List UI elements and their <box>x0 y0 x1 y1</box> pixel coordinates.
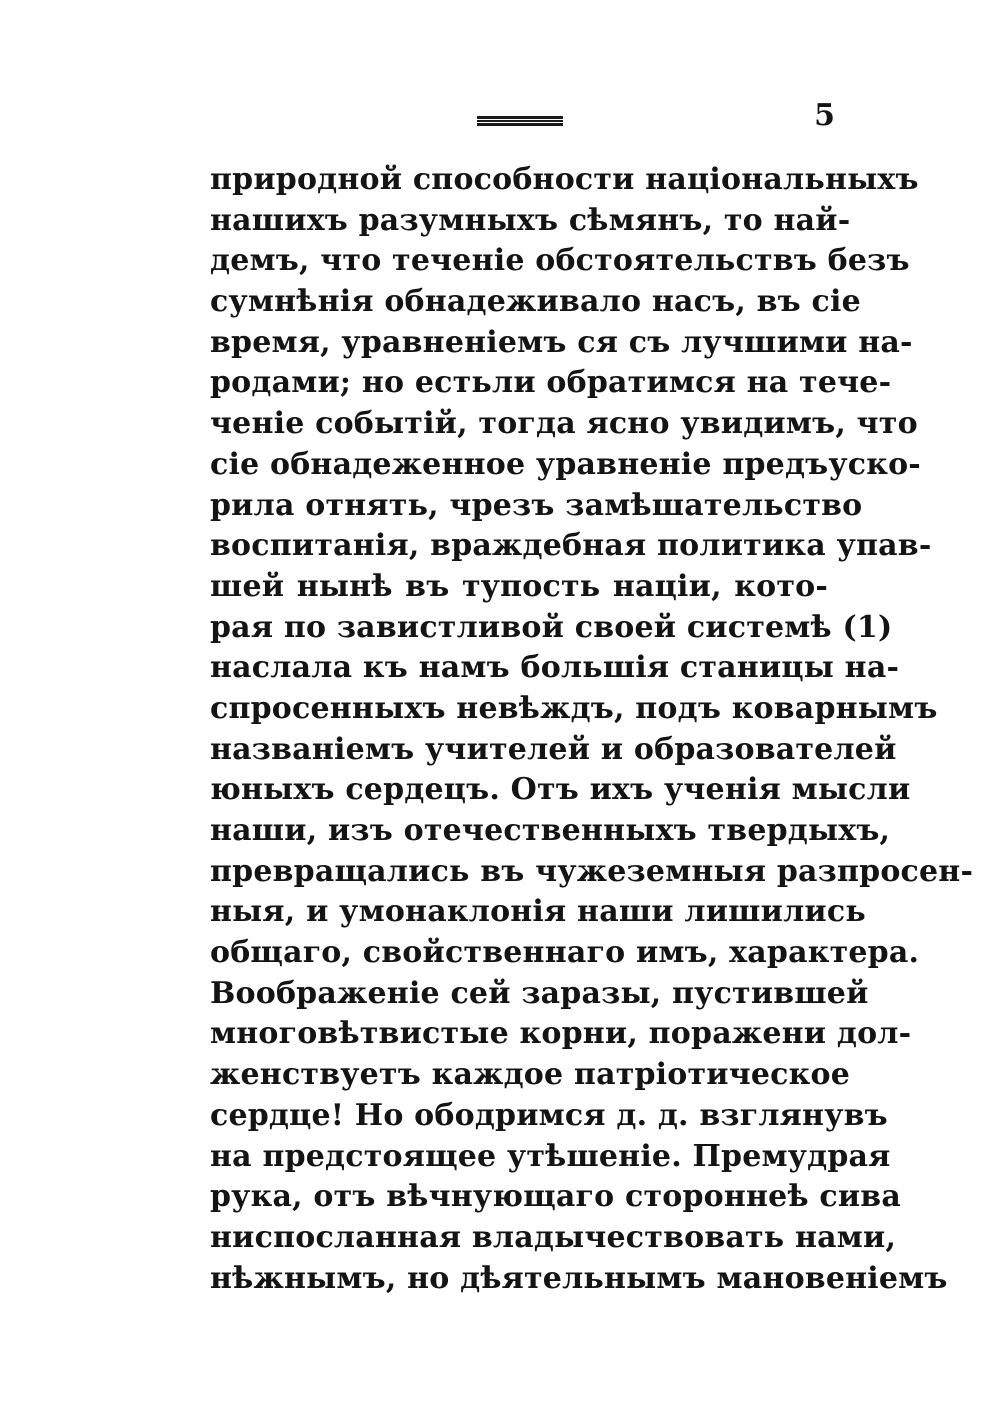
text-line: шей нынѣ въ тупость націи, кото- <box>210 568 828 604</box>
text-line: юныхъ сердецъ. Отъ ихъ ученія мысли <box>210 772 911 808</box>
header-rule-ornament <box>477 116 563 126</box>
text-line: на предстоящее утѣшеніе. Премудрая <box>210 1138 891 1174</box>
ornament-bar-middle <box>477 120 563 122</box>
text-line: спросенныхъ невѣждъ, подъ коварнымъ <box>210 690 938 726</box>
text-line: названіемъ учителей и образователей <box>210 731 897 767</box>
body-text <box>210 160 974 1299</box>
text-line: демъ, что теченіе обстоятельствъ безъ <box>210 243 910 279</box>
text-line: воспитанія, враждебная политика упав- <box>210 528 932 564</box>
text-line: женствуетъ каждое патріотическое <box>210 1057 850 1093</box>
text-line: нѣжнымъ, но дѣятельнымъ мановеніемъ <box>210 1260 948 1296</box>
text-line: наслала къ намъ большія станицы на- <box>210 650 900 686</box>
text-line: многовѣтвистые корни, поражени дол- <box>210 1016 912 1052</box>
text-line: превращались въ чужеземныя разпросен- <box>210 853 974 889</box>
text-line: рука, отъ вѣчнующаго стороннеѣ сива <box>210 1179 901 1215</box>
text-line: сіе обнадеженное уравненіе предъуско- <box>210 446 921 482</box>
text-line: наши, изъ отечественныхъ твердыхъ, <box>210 813 891 848</box>
ornament-bar-bottom <box>477 123 563 126</box>
text-line: рая по завистливой своей системѣ (1) <box>210 609 893 645</box>
text-line: ниспосланная владычествовать нами, <box>210 1219 897 1255</box>
text-line: сумнѣнія обнадеживало насъ, въ сіе <box>210 284 861 320</box>
page-number: 5 <box>814 98 835 133</box>
ornament-bar-top <box>477 116 563 119</box>
text-line: общаго, свойственнаго имъ, характера. <box>210 935 920 971</box>
text-line: ченіе событій, тогда ясно увидимъ, что <box>210 406 918 442</box>
text-line: время, уравненіемъ ся съ лучшими на- <box>210 324 913 360</box>
text-line: природной способности національныхъ <box>210 162 919 197</box>
text-line: нашихъ разумныхъ сѣмянъ, то най- <box>210 202 851 238</box>
text-line: родами; но естьли обратимся на тече- <box>210 365 892 401</box>
text-line: ныя, и умонаклонія наши лишились <box>210 894 866 930</box>
text-line: рила отнять, чрезъ замѣшательство <box>210 487 863 523</box>
text-line: сердце! Но ободримся д. д. взглянувъ <box>210 1097 888 1133</box>
text-line: Воображеніе сей заразы, пустившей <box>210 975 869 1011</box>
